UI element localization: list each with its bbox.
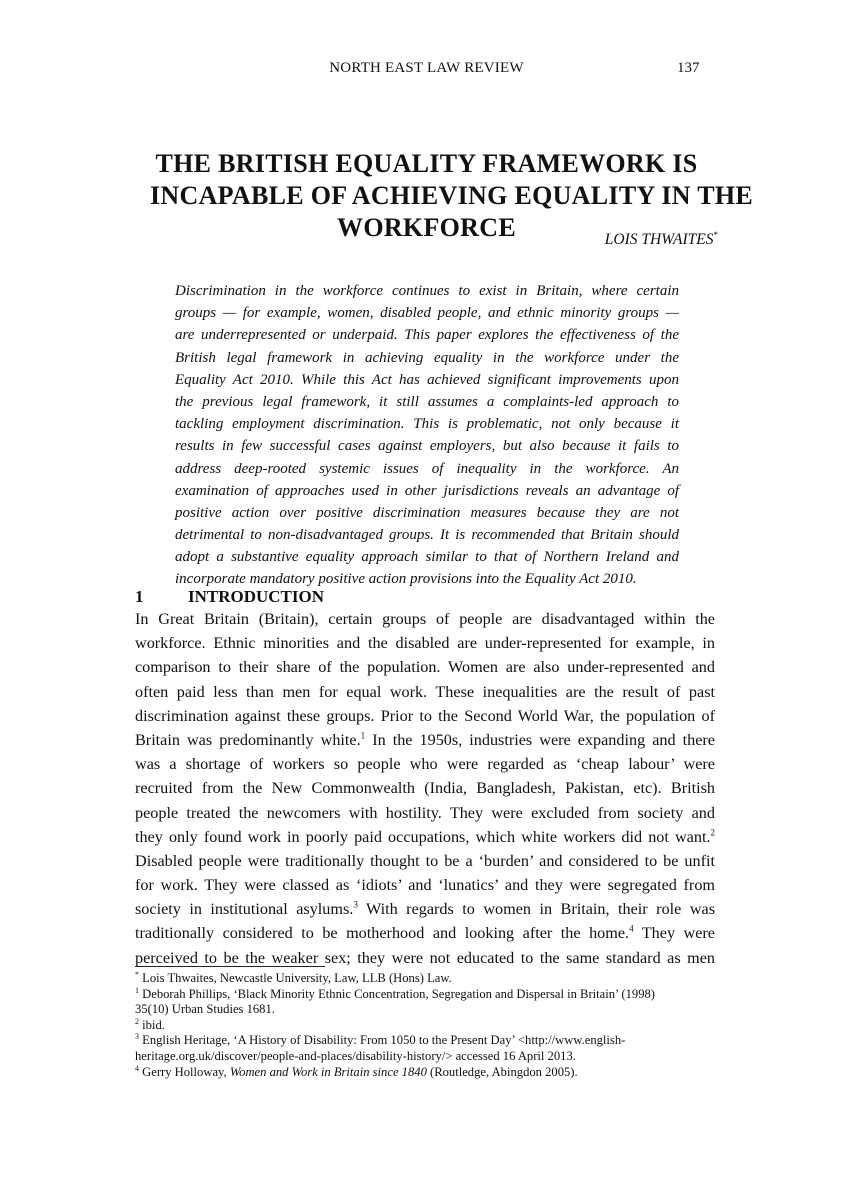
section-heading [135,587,324,607]
abstract-line: examination of approaches used in other jurisdictions reveals an advantage of [175,482,679,499]
body-line-text: workforce. Ethnic minorities and the disabled are under-represented for example, in [135,634,715,653]
body-line-text: recruited from the New Commonwealth (India, Bangladesh, Pakistan, etc). British [135,779,715,798]
footnote-separator [135,966,325,967]
body-line [135,897,715,921]
footnote-text: 35(10) Urban Studies 1681. [135,1002,275,1017]
body-line [135,728,715,752]
footnote-line [135,987,715,1003]
footnote-line [135,1018,715,1034]
abstract-line: tackling employment discrimination. This is problematic, not only because it [175,416,679,433]
title-line: INCAPABLE OF ACHIEVING EQUALITY IN THE [150,181,754,210]
body-line [135,873,715,897]
footnotes [135,971,715,1080]
title-line: WORKFORCE [337,213,516,242]
body-line-text: traditionally considered to be motherhood and looking after the home. [135,924,630,943]
abstract-line: Discrimination in the workforce continues to exist in Britain, where certain [175,283,679,299]
page-number: 137 [677,60,700,76]
body-line [135,776,715,800]
abstract-line: groups — for example, women, disabled people, and ethnic minority groups — [175,305,679,322]
abstract-line: Equality Act 2010. While this Act has achieved significant improvements upon [175,371,679,388]
footnote-reference: 2 [710,827,715,838]
body-line [135,849,715,873]
body-line-text: they only found work in poorly paid occupations, which white workers did not want. [135,827,711,846]
body-line-text: society in institutional asylums. [135,900,354,919]
footnote-marker: 3 [135,1032,139,1042]
footnote-text: English Heritage, ‘A History of Disability: From 1050 to the Present Day’ <http://www.english- [139,1033,626,1048]
footnote-reference: 3 [353,899,358,910]
body-line-text: Disabled people were traditionally thought to be a ‘burden’ and considered to be unfit [135,851,715,870]
abstract-line: results in few successful cases against employers, but also because it fails to [175,438,679,455]
body-line-text: Britain was predominantly white. [135,730,361,749]
footnote-marker: * [135,969,139,979]
body-line [135,752,715,776]
footnote-reference: 4 [629,924,634,935]
footnote-line [135,1002,715,1018]
body-line [135,631,715,655]
abstract-line: are underrepresented or underpaid. This paper explores the effectiveness of the [175,327,679,344]
body-line-text: With regards to women in Britain, their role was [357,900,715,919]
body-line-text: They were [633,924,715,943]
body-line-text: In Great Britain (Britain), certain groups of people are disadvantaged within the [135,610,715,628]
footnote-book-title: Women and Work in Britain since 1840 [229,1064,427,1079]
body-line [135,655,715,679]
body-line [135,921,715,945]
author-name: LOIS THWAITES [604,231,714,249]
abstract-line: positive action over positive discrimination measures because they are not [175,504,679,521]
footnote-marker: 2 [135,1016,139,1026]
body-text [135,607,715,970]
body-line-text: often paid less than men for equal work. These inequalities are the result of past [135,682,715,701]
footnote-reference: 1 [360,730,366,741]
body-line-text: perceived to be the weaker sex; they were not educated to the same standard as men [135,948,715,967]
footnote-line [135,1033,715,1049]
body-line [135,704,715,728]
footnote-text: Deborah Phillips, ‘Black Minority Ethnic Concentration, Segregation and Dispersal in Britain’ (1998) [139,986,656,1001]
body-line [135,607,715,631]
footnote-line [135,971,715,987]
footnote-text: Gerry Holloway, [139,1064,230,1079]
abstract-line: detrimental to non-disadvantaged groups. It is recommended that Britain should [175,527,679,544]
author-byline [605,230,718,249]
title-line: THE BRITISH EQUALITY FRAMEWORK IS [155,149,698,178]
footnote-text: ibid. [139,1017,165,1032]
body-line-text: discrimination against these groups. Prior to the Second World War, the population of [135,706,715,725]
body-line-text: for work. They were classed as ‘idiots’ and ‘lunatics’ and they were segregated from [135,876,715,895]
footnote-text: heritage.org.uk/discover/people-and-places/disability-history/> accessed 16 April 2013. [135,1048,576,1063]
footnote-marker: 4 [135,1063,139,1073]
body-line-text: was a shortage of workers so people who were regarded as ‘cheap labour’ were [135,755,715,774]
footnote-marker: 1 [135,985,139,995]
body-line [135,801,715,825]
abstract-line: incorporate mandatory positive action provisions into the Equality Act 2010. [175,571,637,588]
footnote-text: (Routledge, Abingdon 2005). [426,1064,578,1079]
author-footnote-marker: * [713,230,718,240]
abstract-line: British legal framework in achieving equality in the workforce under the [175,349,679,366]
running-head [0,60,853,80]
body-line [135,680,715,704]
abstract [175,280,679,591]
section-number: 1 [135,587,144,606]
footnote-line [135,1049,715,1065]
section-title: INTRODUCTION [188,587,325,606]
body-line-text: In the 1950s, industries were expanding and there [365,730,715,749]
footnote-line [135,1065,715,1081]
body-line [135,825,715,849]
abstract-line: the previous legal framework, it still assumes a complaints-led approach to [175,393,679,410]
abstract-line: adopt a substantive equality approach similar to that of Northern Ireland and [175,549,679,566]
body-line-text: comparison to their share of the population. Women are also under-represented and [135,658,715,677]
journal-name: NORTH EAST LAW REVIEW [329,60,524,76]
abstract-line: address deep-rooted systemic issues of inequality in the workforce. An [175,460,679,477]
footnote-text: Lois Thwaites, Newcastle University, Law, LLB (Hons) Law. [139,971,452,985]
body-line-text: people treated the newcomers with hostility. They were excluded from society and [135,803,715,822]
